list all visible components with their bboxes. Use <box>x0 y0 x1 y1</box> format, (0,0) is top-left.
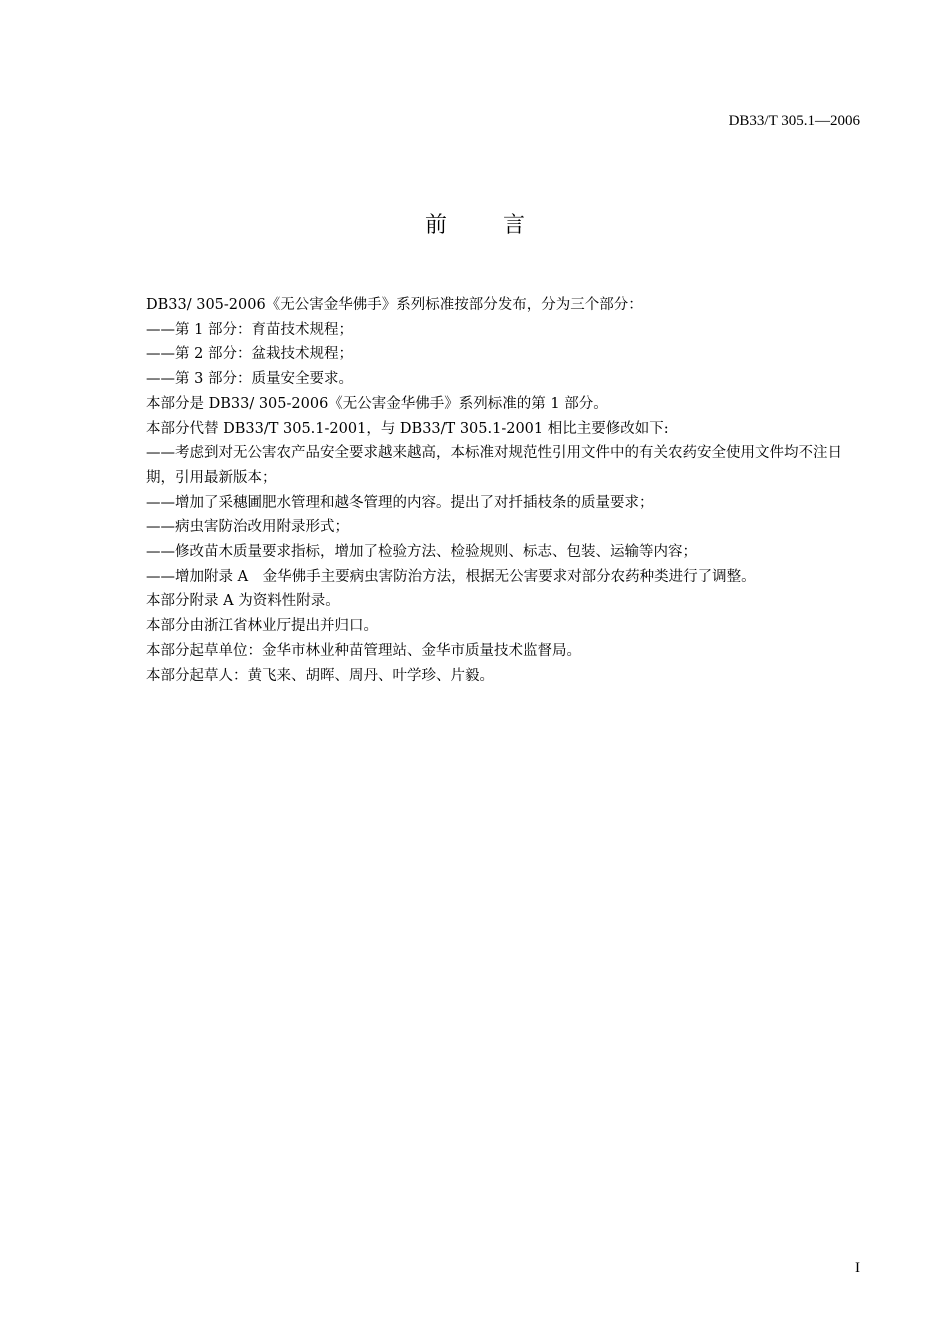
paragraph: ——考虑到对无公害农产品安全要求越来越高，本标准对规范性引用文件中的有关农药安全使用文件均不注日期，引用最新版本； <box>146 445 842 486</box>
paragraph: ——第 2 部分：盆栽技术规程； <box>146 346 353 363</box>
paragraph: 本部分代替 DB33/T 305.1-2001，与 DB33/T 305.1-2001 相比主要修改如下: <box>146 420 669 437</box>
page-title: 前言 <box>424 213 581 238</box>
body-text <box>146 293 860 688</box>
paragraph: 本部分是 DB33/ 305-2006《无公害金华佛手》系列标准的第 1 部分。 <box>146 395 608 412</box>
paragraph: ——第 3 部分：质量安全要求。 <box>146 371 353 388</box>
paragraph: 本部分附录 A 为资料性附录。 <box>146 593 340 610</box>
paragraph: ——增加附录 A 金华佛手主要病虫害防治方法，根据无公害要求对部分农药种类进行了调整。 <box>146 568 756 585</box>
paragraph: 本部分起草人：黄飞来、胡晖、周丹、叶学珍、片毅。 <box>146 667 494 684</box>
document-code: DB33/T 305.1—2006 <box>728 113 860 129</box>
paragraph: ——第 1 部分：育苗技术规程； <box>146 321 353 338</box>
paragraph: 本部分起草单位：金华市林业种苗管理站、金华市质量技术监督局。 <box>146 642 581 659</box>
paragraph: 本部分由浙江省林业厅提出并归口。 <box>146 618 378 635</box>
paragraph: ——增加了采穗圃肥水管理和越冬管理的内容。提出了对扦插枝条的质量要求； <box>146 494 654 511</box>
page-number: I <box>855 1260 860 1276</box>
paragraph: ——病虫害防治改用附录形式； <box>146 519 349 536</box>
paragraph: DB33/ 305-2006《无公害金华佛手》系列标准按部分发布，分为三个部分： <box>146 297 643 313</box>
paragraph: ——修改苗木质量要求指标，增加了检验方法、检验规则、标志、包装、运输等内容； <box>146 544 697 561</box>
